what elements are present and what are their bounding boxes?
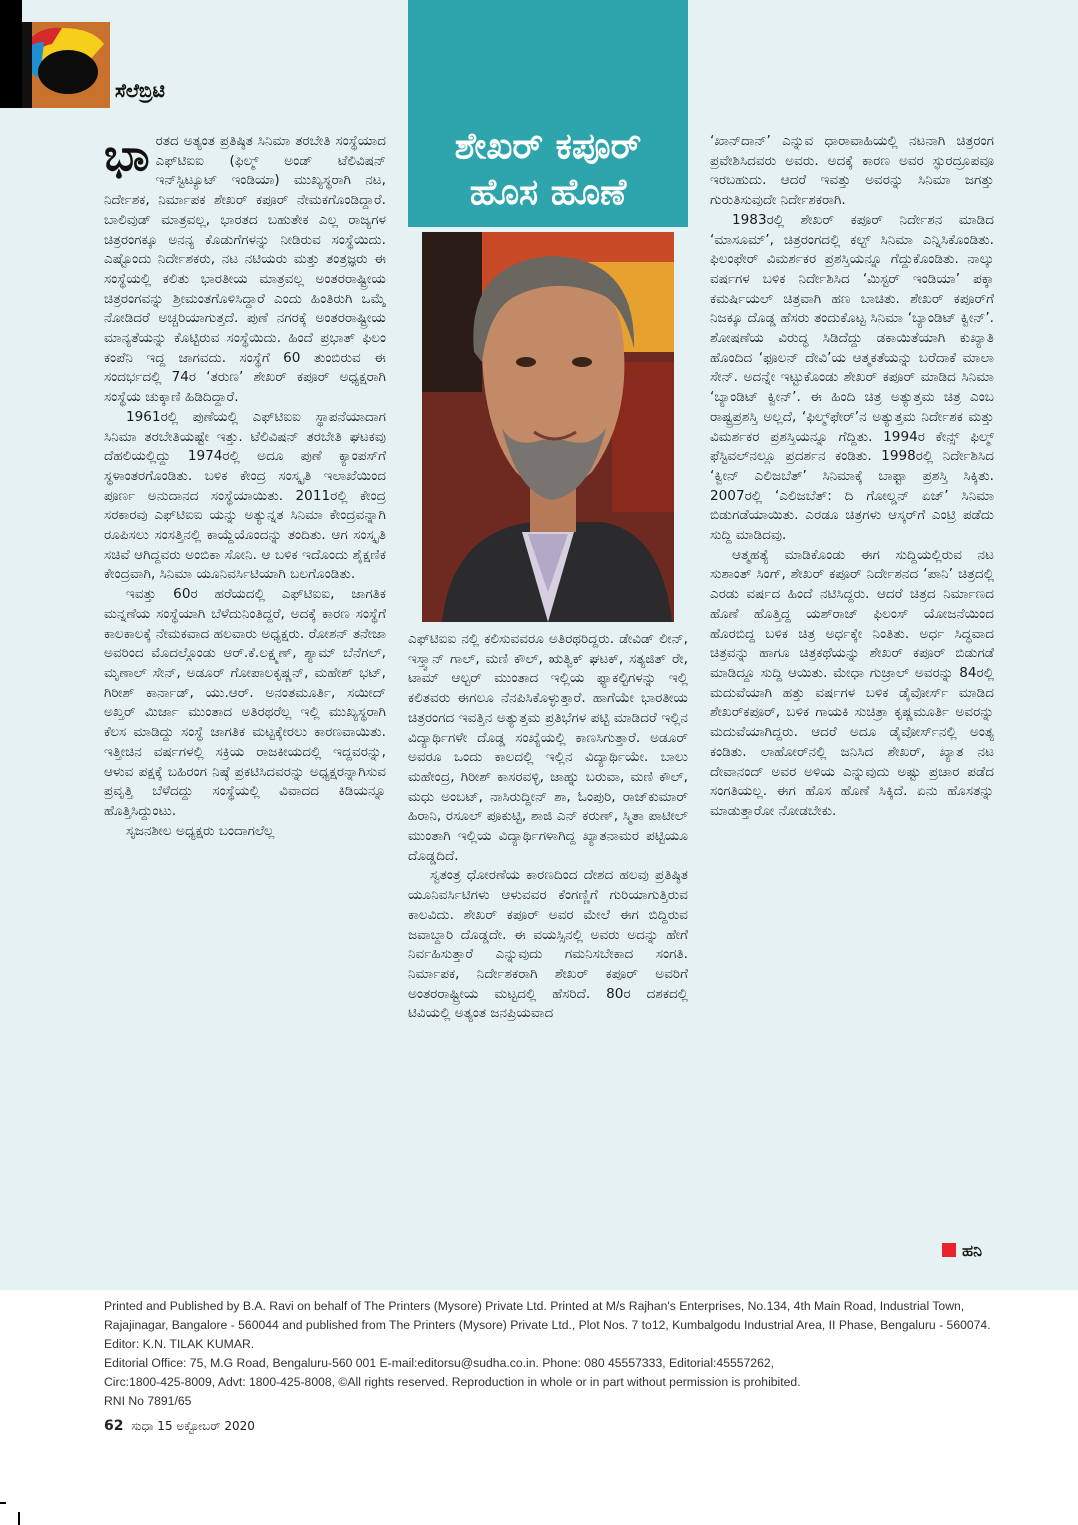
red-square-icon (942, 1243, 956, 1257)
paragraph: ರತದ ಅತ್ಯಂತ ಪ್ರತಿಷ್ಠಿತ ಸಿನಿಮಾ ತರಬೇತಿ ಸಂಸ್ಥೆಯಾದ ಎಫ್‌ಟಿಐಐ (ಫಿಲ್ಮ್ ಅಂಡ್ ಟೆಲಿವಿಷನ್ ಇನ್‌ಸ್ಟಿಟ್ಯೂಟ್ ಇಂಡಿಯಾ) ಮುಖ್ಯಸ್ಥರಾಗಿ ನಟ, ನಿರ್ದೇಶಕ, ನಿರ್ಮಾಪಕ ಶೇಖರ್ ಕಪೂರ್ ನೇಮಕಗೊಂಡಿದ್ದಾರೆ. ಬಾಲಿವುಡ್ ಮಾತ್ರವಲ್ಲ, ಭಾರತದ ಬಹುತೇಕ ಎಲ್ಲ ರಾಜ್ಯಗಳ ಚಿತ್ರರಂಗಕ್ಕೂ ಅನನ್ಯ ಕೊಡುಗೆಗಳನ್ನು ನೀಡಿರುವ ಸಂಸ್ಥೆಯಿದು. ಎಷ್ಟೊಂದು ನಿರ್ದೇಶಕರು, ನಟ ನಟಿಯರು ಮತ್ತು ತಂತ್ರಜ್ಞರು ಈ ಸಂಸ್ಥೆಯಲ್ಲಿ ಕಲಿತು ಭಾರತೀಯ ಮಾತ್ರವಲ್ಲ ಅಂತರರಾಷ್ಟ್ರೀಯ ಚಿತ್ರರಂಗವನ್ನು ಶ್ರೀಮಂತಗೊಳಿಸಿದ್ದಾರೆ ಎಂದು ಹಿಂತಿರುಗಿ ಒಮ್ಮೆ ನೋಡಿದರೆ ಅಚ್ಚರಿಯಾಗುತ್ತದೆ. ಪುಣೆ ನಗರಕ್ಕೆ ಅಂತರರಾಷ್ಟ್ರೀಯ ಮಾನ್ಯತೆಯನ್ನು ಕೊಟ್ಟಿರುವ ಸಂಸ್ಥೆಯಿದು. ಹಿಂದೆ ಪ್ರಭಾತ್ ಫಿಲಂ ಕಂಪೆನಿ ಇದ್ದ ಜಾಗವದು. ಸಂಸ್ಥೆಗೆ 60 ತುಂಬಿರುವ ಈ ಸಂದರ್ಭದಲ್ಲಿ 74ರ ‘ತರುಣ’ ಶೇಖರ್ ಕಪೂರ್ ಅಧ್ಯಕ್ಷರಾಗಿ ಸಂಸ್ಥೆಯ ಚುಕ್ಕಾಣಿ ಹಿಡಿದಿದ್ದಾರೆ. (104, 133, 386, 406)
section-label: ಸೆಲೆಬ್ರಿಟಿ (115, 80, 165, 102)
page-footer (104, 1418, 255, 1434)
paragraph: ಇವತ್ತು 60ರ ಹರೆಯದಲ್ಲಿ ಎಫ್‌ಟಿಐಐ, ಜಾಗತಿಕ ಮನ್ನಣೆಯ ಸಂಸ್ಥೆಯಾಗಿ ಬೆಳೆದುನಿಂತಿದ್ದರೆ, ಅದಕ್ಕೆ ಕಾರಣ ಸಂಸ್ಥೆಗೆ ಕಾಲಕಾಲಕ್ಕೆ ನೇಮಕವಾದ ಹಲವಾರು ಅಧ್ಯಕ್ಷರು. ರೋಶನ್ ತನೇಜಾ ಅವರಿಂದ ಮೊದಲ್ಗೊಂಡು ಆರ್.ಕೆ.ಲಕ್ಷ್ಮಣ್, ಶ್ಯಾಮ್ ಬೆನೆಗಲ್, ಮೃಣಾಲ್ ಸೇನ್, ಅಡೂರ್ ಗೋಪಾಲಕೃಷ್ಣನ್, ಮಹೇಶ್ ಭಟ್, ಗಿರೀಶ್ ಕಾರ್ನಾಡ್, ಯು.ಆರ್. ಅನಂತಮೂರ್ತಿ, ಸಯೀದ್ ಅಖ್ತರ್ ಮಿರ್ಜಾ ಮುಂತಾದ ಅತಿರಥರೆಲ್ಲ ಇಲ್ಲಿ ಮುಖ್ಯಸ್ಥರಾಗಿ ಕೆಲಸ ಮಾಡಿದ್ದು ಸಂಸ್ಥೆ ಜಾಗತಿಕ ಮಟ್ಟಕ್ಕೇರಲು ಕಾರಣವಾಯಿತು. ಇತ್ತೀಚಿನ ವರ್ಷಗಳಲ್ಲಿ ಸಕ್ರಿಯ ರಾಜಕೀಯದಲ್ಲಿ ಇದ್ದವರನ್ನು, ಆಳುವ ಪಕ್ಷಕ್ಕೆ ಬಹಿರಂಗ ನಿಷ್ಠೆ ಪ್ರಕಟಿಸಿದವರನ್ನು ಅಧ್ಯಕ್ಷರನ್ನಾಗಿಸುವ ಪ್ರವೃತ್ತಿ ಬೆಳೆದದ್ದು ಸಂಸ್ಥೆಯಲ್ಲಿ ವಿವಾದದ ಕಿಡಿಯನ್ನೂ ಹೊತ್ತಿಸಿದ್ದುಂಟು. (104, 586, 386, 819)
paragraph: 1961ರಲ್ಲಿ ಪುಣೆಯಲ್ಲಿ ಎಫ್‌ಟಿಐಐ ಸ್ಥಾಪನೆಯಾದಾಗ ಸಿನಿಮಾ ತರಬೇತಿಯಷ್ಟೇ ಇತ್ತು. ಟೆಲಿವಿಷನ್ ತರಬೇತಿ ಘಟಕವು ದೆಹಲಿಯಲ್ಲಿದ್ದು 1974ರಲ್ಲಿ ಅದೂ ಪುಣೆ ಕ್ಯಾಂಪಸ್‌ಗೆ ಸ್ಥಳಾಂತರಗೊಂಡಿತು. ಬಳಿಕ ಕೇಂದ್ರ ಸಂಸ್ಕೃತಿ ಇಲಾಖೆಯಿಂದ ಪೂರ್ಣ ಅನುದಾನದ ಸಂಸ್ಥೆಯಾಯಿತು. 2011ರಲ್ಲಿ ಕೇಂದ್ರ ಸರಕಾರವು ಎಫ್‌ಟಿಐಐ ಯನ್ನು ಅತ್ಯುನ್ನತ ಸಿನಿಮಾ ಕೇಂದ್ರವನ್ನಾಗಿ ರೂಪಿಸಲು ಸಂಸತ್ತಿನಲ್ಲಿ ಕಾಯ್ದೆಯೊಂದನ್ನು ತಂದಿತು. ಆಗ ಸಂಸ್ಕೃತಿ ಸಚಿವೆ ಆಗಿದ್ದವರು ಅಂಬಿಕಾ ಸೋನಿ. ಆ ಬಳಿಕ ಇದೊಂದು ಶೈಕ್ಷಣಿಕ ಕೇಂದ್ರವಾಗಿ, ಸಿನಿಮಾ ಯೂನಿವರ್ಸಿಟಿಯಾಗಿ ಬಲಗೊಂಡಿತು. (104, 408, 386, 583)
imprint-line: Editorial Office: 75, M.G Road, Bengaluru-560 001 E-mail:editorsu@sudha.co.in. Phone: 080 45557333, Editorial:45557262, (104, 1356, 775, 1370)
imprint (104, 1297, 994, 1411)
paragraph: ಎಫ್‌ಟಿಐಐ ನಲ್ಲಿ ಕಲಿಸುವವರೂ ಅತಿರಥರಿದ್ದರು. ಡೇವಿಡ್ ಲೀನ್, ಇಸ್ತ್ವಾನ್ ಗಾಲ್, ಮಣಿ ಕೌಲ್, ಋತ್ವಿಕ್ ಘಟಕ್, ಸತ್ಯಜಿತ್ ರೇ, ಟಾಮ್ ಆಲ್ಟರ್ ಮುಂತಾದ ಇಲ್ಲಿಯ ಫ್ಯಾಕಲ್ಟಿಗಳನ್ನು ಇಲ್ಲಿ ಕಲಿತವರು ಈಗಲೂ ನೆನಪಿಸಿಕೊಳ್ಳುತ್ತಾರೆ. ಹಾಗೆಯೇ ಭಾರತೀಯ ಚಿತ್ರರಂಗದ ಇವತ್ತಿನ ಅತ್ಯುತ್ತಮ ಪ್ರತಿಭೆಗಳ ಪಟ್ಟಿ ಮಾಡಿದರೆ ಇಲ್ಲಿನ ವಿದ್ಯಾರ್ಥಿಗಳೇ ದೊಡ್ಡ ಸಂಖ್ಯೆಯಲ್ಲಿ ಕಾಣಸಿಗುತ್ತಾರೆ. ಅಡೂರ್ ಅವರೂ ಒಂದು ಕಾಲದಲ್ಲಿ ಇಲ್ಲಿನ ವಿದ್ಯಾರ್ಥಿಯೇ. ಬಾಲು ಮಹೇಂದ್ರ, ಗಿರೀಶ್ ಕಾಸರವಳ್ಳಿ, ಜಾಹ್ನು ಬರುವಾ, ಮಣಿ ಕೌಲ್, ಮಧು ಅಂಬಟ್, ನಾಸಿರುದ್ದೀನ್ ಶಾ, ಓಂಪುರಿ, ರಾಜ್‌ಕುಮಾರ್ ಹಿರಾನಿ, ರಸೂಲ್ ಪೂಕುಟ್ಟಿ, ಶಾಜಿ ಎನ್ ಕರುಣ್, ಸ್ಮಿತಾ ಪಾಟೀಲ್ ಮುಂತಾಗಿ ಇಲ್ಲಿಯ ವಿದ್ಯಾರ್ಥಿಗಳಾಗಿದ್ದ ಖ್ಯಾತನಾಮರ ಪಟ್ಟಿಯೂ ದೊಡ್ಡದಿದೆ. (408, 631, 688, 864)
paragraph: ಸ್ವತಂತ್ರ ಧೋರಣೆಯ ಕಾರಣದಿಂದ ದೇಶದ ಹಲವು ಪ್ರತಿಷ್ಠಿತ ಯೂನಿವರ್ಸಿಟಿಗಳು ಆಳುವವರ ಕೆಂಗಣ್ಣಿಗೆ ಗುರಿಯಾಗುತ್ತಿರುವ ಕಾಲವಿದು. ಶೇಖರ್ ಕಪೂರ್ ಅವರ ಮೇಲೆ ಈಗ ಬಿದ್ದಿರುವ ಜವಾಬ್ದಾರಿ ದೊಡ್ಡದೇ. ಈ ವಯಸ್ಸಿನಲ್ಲಿ ಅವರು ಅದನ್ನು ಹೇಗೆ ನಿರ್ವಹಿಸುತ್ತಾರೆ ಎನ್ನುವುದು ಗಮನಿಸಬೇಕಾದ ಸಂಗತಿ. ನಿರ್ಮಾಪಕ, ನಿರ್ದೇಶಕರಾಗಿ ಶೇಖರ್ ಕಪೂರ್ ಅವರಿಗೆ ಅಂತರರಾಷ್ಟ್ರೀಯ ಮಟ್ಟದಲ್ಲಿ ಹೆಸರಿದೆ. 80ರ ದಶಕದಲ್ಲಿ ಟಿವಿಯಲ್ಲಿ ಅತ್ಯಂತ ಜನಪ್ರಿಯವಾದ (408, 867, 688, 1022)
author-byline (942, 1241, 982, 1261)
article-title (408, 124, 688, 216)
title-block (408, 0, 688, 227)
drop-cap: ಭಾ (104, 132, 150, 181)
paragraph: 1983ರಲ್ಲಿ ಶೇಖರ್ ಕಪೂರ್ ನಿರ್ದೇಶನ ಮಾಡಿದ ‘ಮಾಸೂಮ್’, ಚಿತ್ರರಂಗದಲ್ಲಿ ಕಲ್ಟ್ ಸಿನಿಮಾ ಎನ್ನಿಸಿಕೊಂಡಿತು. ಫಿಲಂಫೇರ್ ವಿಮರ್ಶಕರ ಪ್ರಶಸ್ತಿಯನ್ನೂ ಗೆದ್ದುಕೊಂಡಿತು. ನಾಲ್ಕು ವರ್ಷಗಳ ಬಳಿಕ ನಿರ್ದೇಶಿಸಿದ ‘ಮಿಸ್ಟರ್ ಇಂಡಿಯಾ’ ಪಕ್ಕಾ ಕಮರ್ಷಿಯಲ್ ಚಿತ್ರವಾಗಿ ಹಣ ಬಾಚಿತು. ಶೇಖರ್ ಕಪೂರ್‌ಗೆ ನಿಜಕ್ಕೂ ದೊಡ್ಡ ಹೆಸರು ತಂದುಕೊಟ್ಟ ಸಿನಿಮಾ ‘ಬ್ಯಾಂಡಿಟ್ ಕ್ವೀನ್’. ಶೋಷಣೆಯ ವಿರುದ್ಧ ಸಿಡಿದೆದ್ದು ಡಕಾಯಿತೆಯಾಗಿ ಕುಖ್ಯಾತಿ ಹೊಂದಿದ ‘ಫೂಲನ್ ದೇವಿ’ಯ ಆತ್ಮಕತೆಯನ್ನು ಬರೆದಾಕೆ ಮಾಲಾ ಸೇನ್. ಅದನ್ನೇ ಇಟ್ಟುಕೊಂಡು ಶೇಖರ್ ಕಪೂರ್ ಮಾಡಿದ ಸಿನಿಮಾ ‘ಬ್ಯಾಂಡಿಟ್ ಕ್ವೀನ್’. ಈ ಹಿಂದಿ ಚಿತ್ರ ಅತ್ಯುತ್ತಮ ಚಿತ್ರ ಎಂಬ ರಾಷ್ಟ್ರಪ್ರಶಸ್ತಿ ಅಲ್ಲದೆ, ‘ಫಿಲ್ಮ್‌ಫೇರ್’ನ ಅತ್ಯುತ್ತಮ ನಿರ್ದೇಶಕ ಮತ್ತು ವಿಮರ್ಶಕರ ಪ್ರಶಸ್ತಿಯನ್ನೂ ಗೆದ್ದಿತು. 1994ರ ಕೇನ್ಸ್ ಫಿಲ್ಮ್ ಫೆಸ್ಟಿವಲ್‌ನಲ್ಲೂ ಪ್ರದರ್ಶನ ಕಂಡಿತು. 1998ರಲ್ಲಿ ನಿರ್ದೇಶಿಸಿದ ‘ಕ್ವೀನ್ ಎಲಿಜಬೆತ್’ ಸಿನಿಮಾಕ್ಕೆ ಬಾಫ್ಟಾ ಪ್ರಶಸ್ತಿ ಸಿಕ್ಕಿತು. 2007ರಲ್ಲಿ ‘ಎಲಿಜಬೆತ್: ದಿ ಗೋಲ್ಡನ್ ಏಜ್’ ಸಿನಿಮಾ ಬಿಡುಗಡೆಯಾಯಿತು. ಎರಡೂ ಚಿತ್ರಗಳು ಆಸ್ಕರ್‌ಗೆ ಎಂಟ್ರಿ ಪಡೆದು ಸುದ್ದಿ ಮಾಡಿದವು. (710, 211, 994, 544)
crop-mark (18, 1512, 20, 1525)
imprint-line: Circ:1800-425-8009, Advt: 1800-425-8008, ©All rights reserved. Reproduction in whole or in part without permission is prohibited. (104, 1375, 801, 1389)
author-name: ಹನಿ (962, 1241, 982, 1260)
title-line-1: ಶೇಖರ್ ಕಪೂರ್ (454, 126, 642, 167)
title-line-2: ಹೊಸ ಹೊಣೆ (469, 172, 627, 213)
page-number: 62 (104, 1418, 124, 1434)
corner-strip (0, 0, 22, 108)
paragraph: ಸೃಜನಶೀಲ ಅಧ್ಯಕ್ಷರು ಬಂದಾಗಲೆಲ್ಲ (126, 822, 275, 839)
portrait-photo (422, 232, 674, 622)
article-column-1 (104, 132, 386, 1282)
imprint-line: RNI No 7891/65 (104, 1394, 192, 1408)
article-column-3 (710, 132, 994, 1252)
imprint-line: Printed and Published by B.A. Ravi on behalf of The Printers (Mysore) Private Ltd. Printed at M/s Rajhan's Enterprises, No.134, 4th Main Road, Industrial Town, Rajajinagar, Bangalore - 560044 and published from The Printers (Mysore) Private Ltd., Plot Nos. 7 to12, Kumbalgodu Industrial Area, II Phase, Bengaluru - 560074. Editor: K.N. TILAK KUMAR. (104, 1299, 991, 1351)
paragraph: ಆತ್ಮಹತ್ಯೆ ಮಾಡಿಕೊಂಡು ಈಗ ಸುದ್ದಿಯಲ್ಲಿರುವ ನಟ ಸುಶಾಂತ್ ಸಿಂಗ್, ಶೇಖರ್ ಕಪೂರ್ ನಿರ್ದೇಶನದ ‘ಪಾನಿ’ ಚಿತ್ರದಲ್ಲಿ ಎರಡು ವರ್ಷದ ಹಿಂದೆ ನಟಿಸಿದ್ದರು. ಆದರೆ ಚಿತ್ರದ ನಿರ್ಮಾಣದ ಹೊಣೆ ಹೊತ್ತಿದ್ದ ಯಶ್‌ರಾಜ್ ಫಿಲಂಸ್ ಯೋಜನೆಯಿಂದ ಹೊರಬಿದ್ದ ಬಳಿಕ ಚಿತ್ರ ಅರ್ಧಕ್ಕೇ ನಿಂತಿತು. ಅರ್ಧ ಸಿದ್ಧವಾದ ಚಿತ್ರವನ್ನು ಹಾಗೂ ಚಿತ್ರಕಥೆಯನ್ನು ಶೇಖರ್ ಕಪೂರ್ ಬಿಡುಗಡೆ ಮಾಡಿದ್ದೂ ಸುದ್ದಿ ಆಯಿತು. ಮೇಧಾ ಗುಜ್ರಾಲ್ ಅವರನ್ನು 84ರಲ್ಲಿ ಮದುವೆಯಾಗಿ ಹತ್ತು ವರ್ಷಗಳ ಬಳಿಕ ಡೈವೋರ್ಸ್ ಮಾಡಿದ ಶೇಖರ್‌ಕಪೂರ್, ಬಳಿಕ ಗಾಯಕಿ ಸುಚಿತ್ರಾ ಕೃಷ್ಣಮೂರ್ತಿ ಅವರನ್ನು ಮದುವೆಯಾಗಿದ್ದರು. ಆದರೆ ಅದೂ ಡೈವೋರ್ಸ್‌ನಲ್ಲಿ ಅಂತ್ಯ ಕಂಡಿತು. ಲಾಹೋರ್‌ನಲ್ಲಿ ಜನಿಸಿದ ಶೇಖರ್, ಖ್ಯಾತ ನಟ ದೇವಾನಂದ್ ಅವರ ಅಳಿಯ ಎನ್ನುವುದು ಅಷ್ಟು ಪ್ರಚಾರ ಪಡೆದ ಸಂಗತಿಯಲ್ಲ. ಈಗ ಹೊಸ ಹೊಣೆ ಸಿಕ್ಕಿದೆ. ಏನು ಹೊಸತನ್ನು ಮಾಡುತ್ತಾರೋ ನೋಡಬೇಕು. (710, 546, 994, 819)
paragraph: ‘ಖಾನ್‌ದಾನ್’ ಎನ್ನುವ ಧಾರಾವಾಹಿಯಲ್ಲಿ ನಟನಾಗಿ ಚಿತ್ರರಂಗ ಪ್ರವೇಶಿಸಿದವರು ಅವರು. ಅದಕ್ಕೆ ಕಾರಣ ಅವರ ಸ್ಫುರದ್ರೂಪವೂ ಇರಬಹುದು. ಆದರೆ ಇವತ್ತು ಅವರನ್ನು ಸಿನಿಮಾ ಜಗತ್ತು ಗುರುತಿಸುವುದೇ ನಿರ್ದೇಶಕರಾಗಿ. (710, 133, 994, 209)
section-logo-icon (22, 22, 110, 108)
crop-mark (0, 1502, 6, 1504)
article-column-2 (408, 630, 688, 1285)
publication-info: ಸುಧಾ 15 ಅಕ್ಟೋಬರ್ 2020 (131, 1419, 255, 1433)
